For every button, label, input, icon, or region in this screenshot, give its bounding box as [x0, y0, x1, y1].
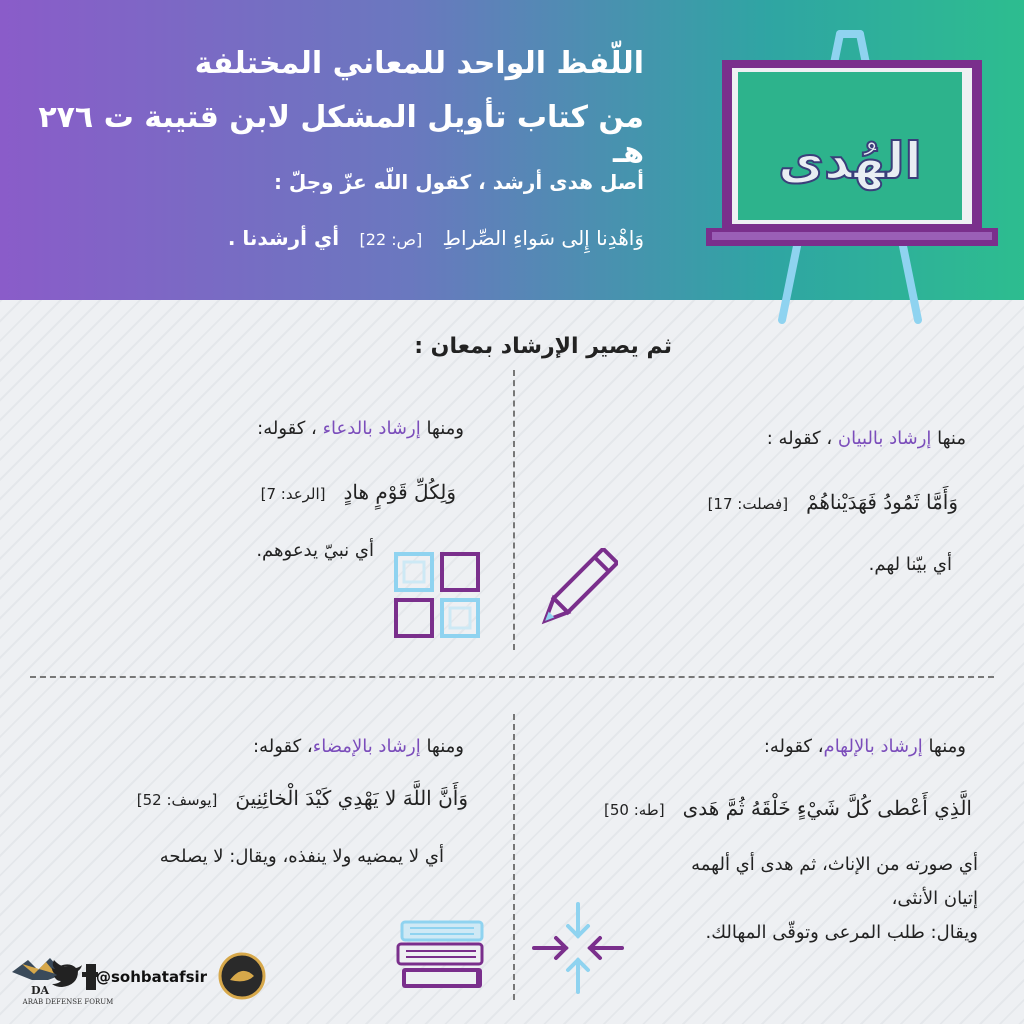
q1-verse-row	[708, 490, 958, 514]
q1-highlight: إرشاد بالبيان	[837, 428, 932, 449]
divider-vertical-top	[513, 370, 515, 650]
intro-quote-meaning: أي أرشدنا .	[227, 226, 340, 250]
q4-verse: وَأَنَّ اللَّهَ لا يَهْدِي كَيْدَ الْخائِنِينَ	[235, 786, 468, 810]
q2-ref: [الرعد: 7]	[260, 485, 326, 503]
books-stack-icon	[396, 916, 488, 992]
q3-meaning-line-1: أي صورته من الإناث، ثم هدى أي ألهمه	[691, 854, 978, 875]
q3-prefix: ومنها	[922, 736, 966, 757]
twitter-icon	[52, 960, 82, 987]
q3-verse: الَّذِي أَعْطى كُلَّ شَيْءٍ خَلْقَهُ ثُمَّ هَدى	[682, 796, 972, 820]
arrows-inward-icon	[530, 900, 626, 996]
q3-highlight: إرشاد بالإلهام	[823, 736, 923, 757]
intro-text: أصل هدى أرشد ، كقول اللّه عزّ وجلّ :	[273, 170, 644, 194]
logo-forum-name: ARAB DEFENSE FORUM	[22, 998, 114, 1006]
logo-da-text: DA	[30, 984, 50, 997]
q4-verse-row	[137, 786, 468, 810]
q3-ref: [طه: 50]	[603, 801, 665, 819]
q3-meaning-line-3: ويقال: طلب المرعى وتوقّى المهالك.	[705, 922, 978, 943]
q1-suffix: ، كقوله :	[766, 428, 838, 449]
q1-prefix: منها	[931, 428, 966, 449]
pencil-icon	[526, 548, 618, 640]
section-title: ثم يصير الإرشاد بمعان :	[414, 334, 672, 359]
divider-horizontal	[30, 676, 994, 678]
q2-prefix: ومنها	[420, 418, 464, 439]
grid-squares-icon	[392, 550, 484, 642]
channel-logo-icon	[220, 954, 264, 998]
easel-board-icon	[690, 30, 1010, 330]
social-handle[interactable]: @sohbatafsir	[96, 968, 208, 986]
q2-label	[257, 418, 464, 439]
q1-label	[767, 428, 966, 449]
q2-highlight: إرشاد بالدعاء	[322, 418, 421, 439]
q2-verse-row	[261, 480, 456, 504]
q1-verse: وَأَمَّا ثَمُودُ فَهَدَيْناهُمْ	[806, 490, 958, 514]
q4-suffix: ، كقوله:	[253, 736, 313, 757]
q3-suffix: ، كقوله:	[763, 736, 824, 757]
q4-ref: [يوسف: 52]	[136, 791, 218, 809]
q4-label	[253, 736, 464, 757]
q4-highlight: إرشاد بالإمضاء	[312, 736, 421, 757]
q3-verse-row	[604, 796, 972, 820]
q4-prefix: ومنها	[420, 736, 464, 757]
q1-ref: [فصلت: 17]	[707, 495, 789, 513]
intro-quote-verse: وَاهْدِنا إِلى سَواءِ الصِّراطِ	[442, 226, 644, 250]
q3-meaning-line-2: إتيان الأنثى،	[891, 888, 978, 909]
intro-quote-ref: [ص: 22]	[359, 230, 423, 249]
title-line-2: من كتاب تأويل المشكل لابن قتيبة ت ٢٧٦ هـ	[38, 100, 644, 170]
q2-meaning: أي نبيّ يدعوهم.	[256, 540, 374, 561]
title-line-1: اللّفظ الواحد للمعاني المختلفة	[194, 46, 644, 81]
q4-meaning: أي لا يمضيه ولا ينفذه، ويقال: لا يصلحه	[159, 846, 444, 867]
q2-verse: وَلِكُلِّ قَوْمٍ هادٍ	[343, 480, 456, 504]
board-word: الهُدى	[778, 132, 922, 190]
q2-suffix: ، كقوله:	[257, 418, 323, 439]
intro-quote	[214, 226, 644, 250]
q3-label	[764, 736, 966, 757]
q1-meaning: أي بيّنا لهم.	[868, 554, 952, 575]
q3-meaning	[0, 848, 978, 950]
